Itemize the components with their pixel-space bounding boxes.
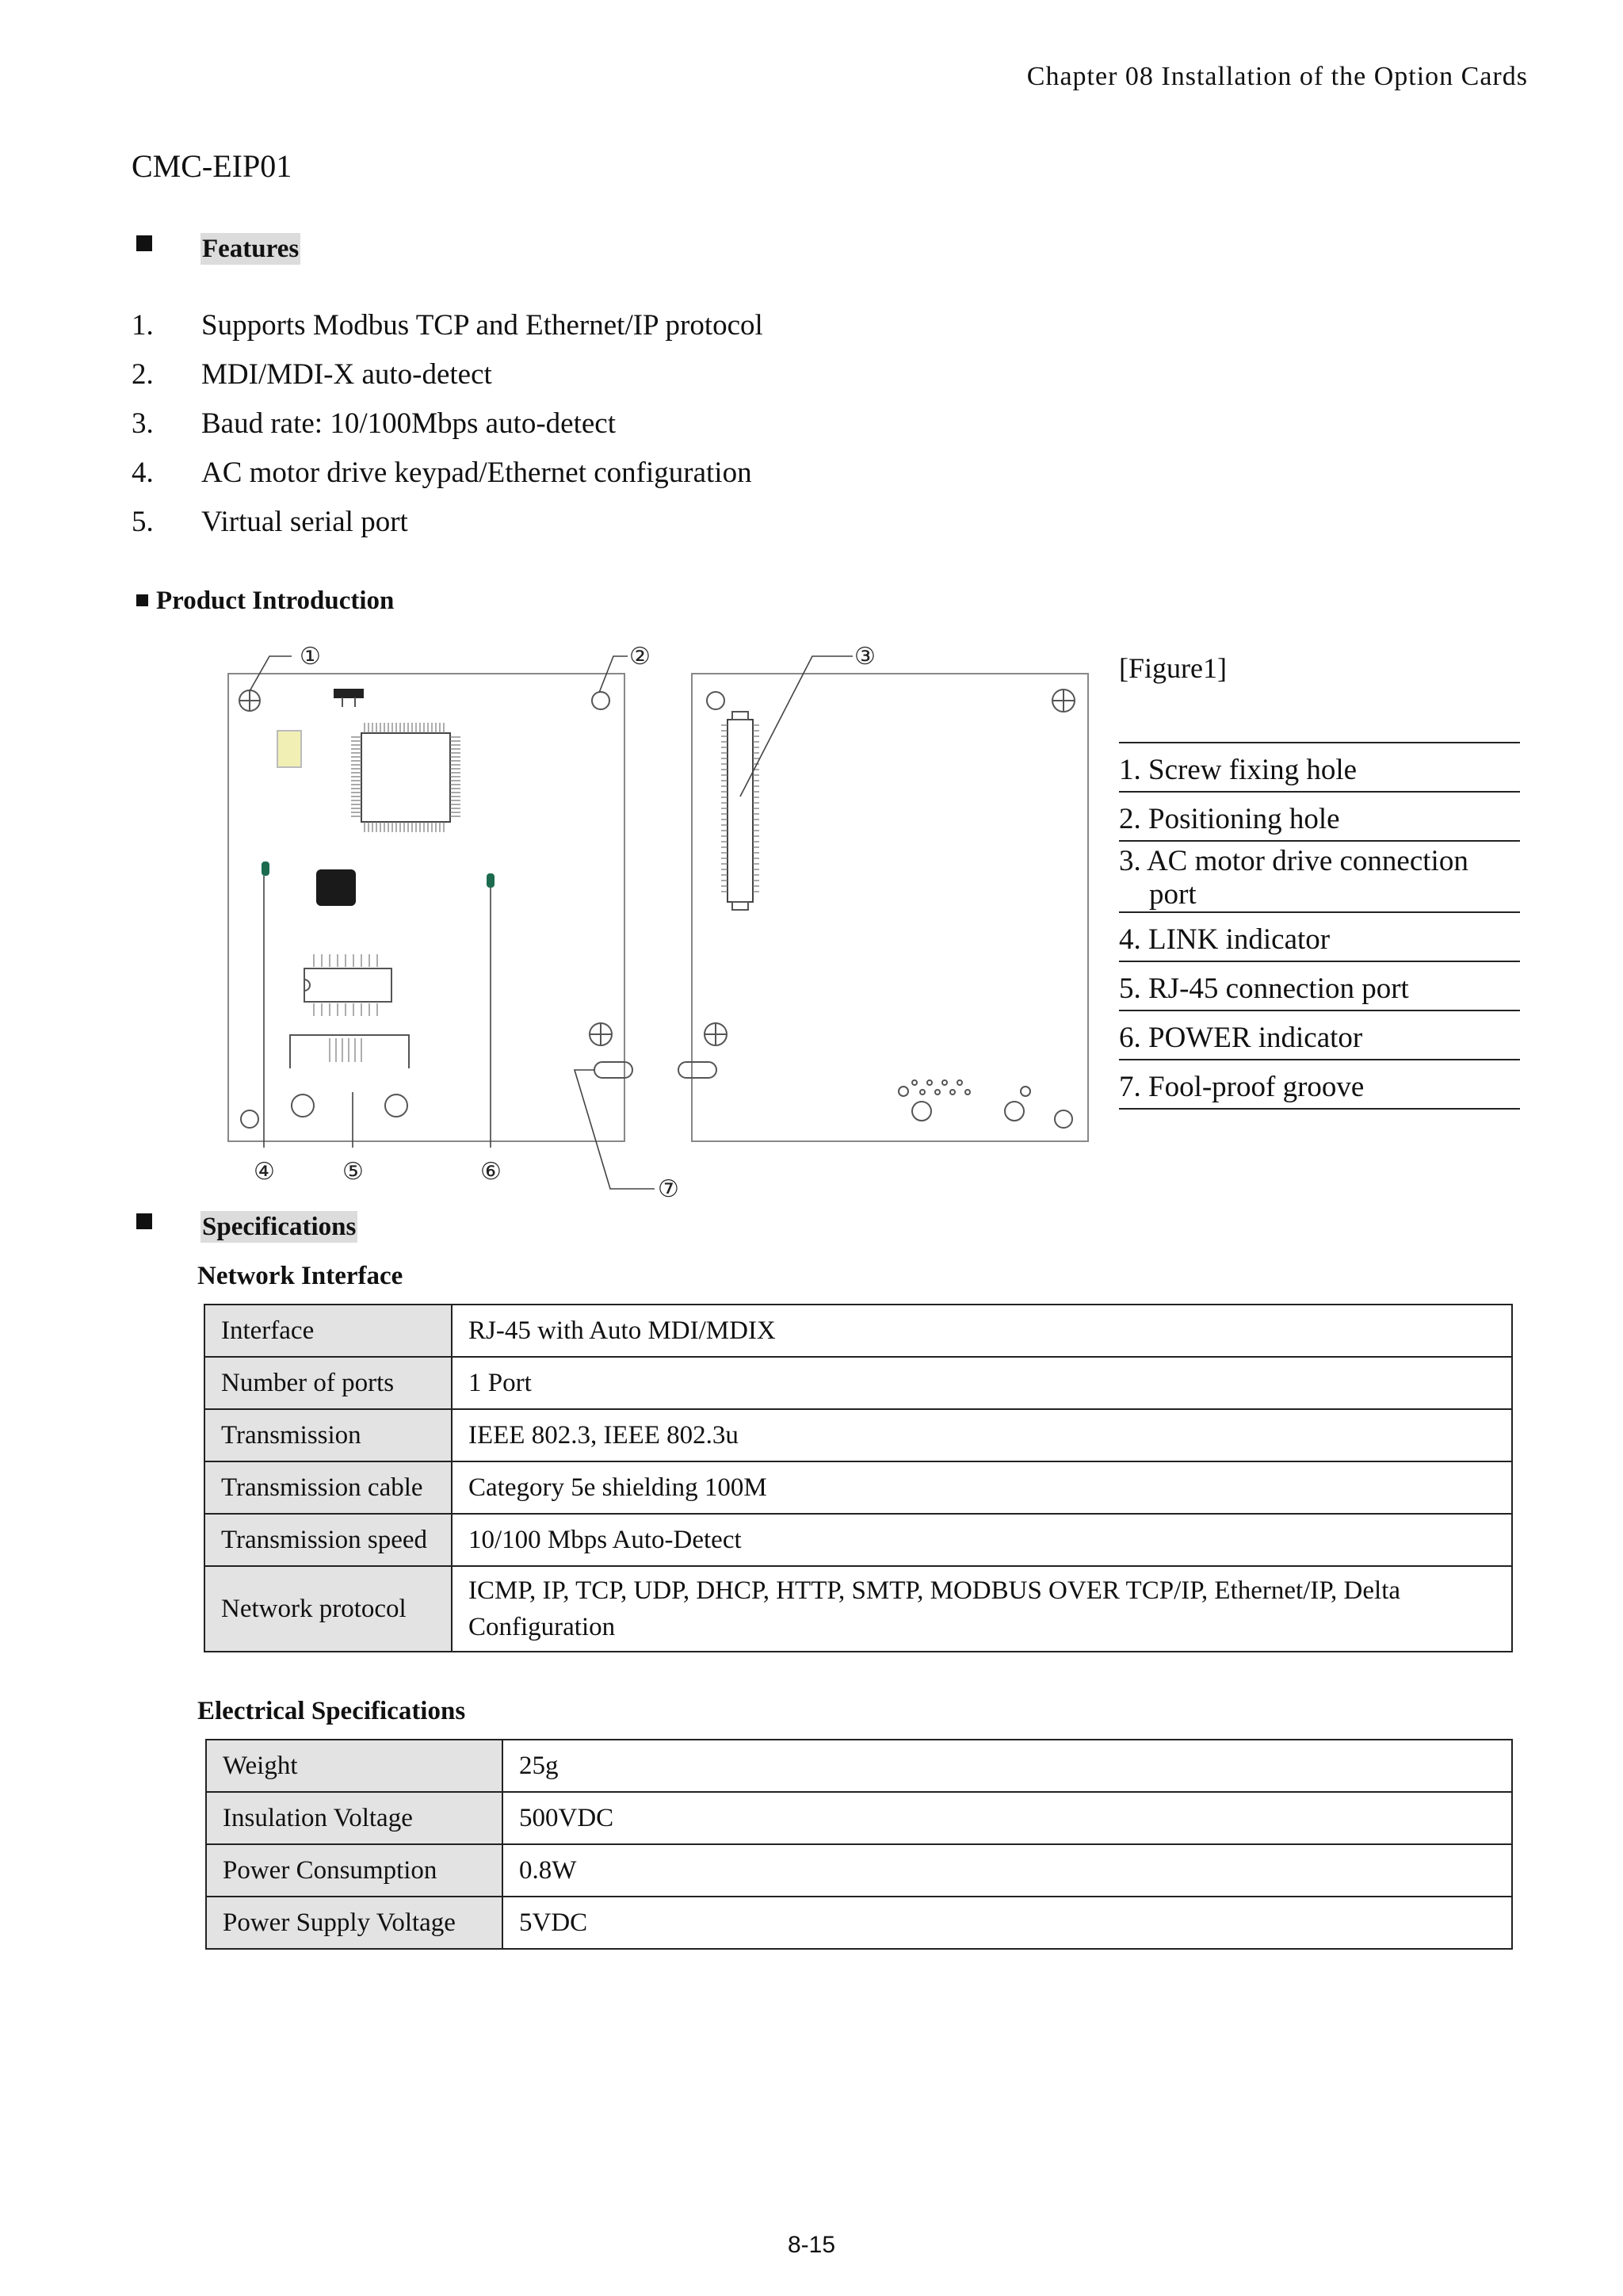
table-cell-value: 10/100 Mbps Auto-Detect	[452, 1514, 1512, 1566]
callout-3: ③	[854, 643, 876, 670]
table-cell-value: 1 Port	[452, 1357, 1512, 1409]
table-row	[206, 1792, 1512, 1844]
legend-item: 6. POWER indicator	[1119, 1011, 1520, 1060]
features-heading: Features	[202, 235, 300, 263]
table-cell-key: Insulation Voltage	[206, 1792, 502, 1844]
list-item: 3. Baud rate: 10/100Mbps auto-detect	[132, 407, 617, 440]
network-interface-table	[204, 1304, 1513, 1652]
table-cell-key: Power Consumption	[206, 1844, 502, 1897]
table-cell-value: 5VDC	[502, 1897, 1512, 1949]
table-row	[204, 1305, 1512, 1357]
legend-item: 1. Screw fixing hole	[1119, 743, 1520, 793]
table-cell-value: Category 5e shielding 100M	[452, 1461, 1512, 1514]
callout-7: ⑦	[658, 1175, 679, 1203]
electrical-spec-table	[205, 1739, 1513, 1950]
network-interface-heading: Network Interface	[197, 1262, 403, 1290]
table-row	[206, 1740, 1512, 1792]
chapter-header: Chapter 08 Installation of the Option Cards	[1026, 62, 1528, 91]
table-row	[204, 1514, 1512, 1566]
legend-item: 2. Positioning hole	[1119, 793, 1520, 842]
table-row	[204, 1357, 1512, 1409]
table-cell-value: RJ-45 with Auto MDI/MDIX	[452, 1305, 1512, 1357]
table-cell-key: Network protocol	[204, 1566, 452, 1652]
table-cell-value: ICMP, IP, TCP, UDP, DHCP, HTTP, SMTP, MODBUS OVER TCP/IP, Ethernet/IP, Delta Configuration	[452, 1566, 1512, 1652]
table-row	[204, 1566, 1512, 1652]
legend-item: 5. RJ-45 connection port	[1119, 962, 1520, 1011]
table-cell-key: Interface	[204, 1305, 452, 1357]
legend-item: 7. Fool-proof groove	[1119, 1060, 1520, 1110]
callout-4: ④	[254, 1158, 275, 1186]
page-title: CMC-EIP01	[132, 148, 292, 184]
legend-item: 3. AC motor drive connection port	[1119, 842, 1520, 913]
list-item: 1. Supports Modbus TCP and Ethernet/IP protocol	[132, 309, 763, 342]
figure-legend	[1119, 742, 1520, 1110]
list-item: 5. Virtual serial port	[132, 506, 408, 538]
table-cell-key: Transmission speed	[204, 1514, 452, 1566]
list-item: 2. MDI/MDI-X auto-detect	[132, 358, 492, 391]
specifications-heading: Specifications	[202, 1213, 357, 1241]
specifications-bullet	[136, 1213, 152, 1233]
table-cell-value: 25g	[502, 1740, 1512, 1792]
features-list	[132, 301, 763, 547]
product-intro-heading: Product Introduction	[136, 586, 394, 616]
table-row	[206, 1897, 1512, 1949]
electrical-spec-heading: Electrical Specifications	[197, 1697, 466, 1725]
table-cell-key: Number of ports	[204, 1357, 452, 1409]
callout-1: ①	[300, 643, 321, 670]
table-cell-value: IEEE 802.3, IEEE 802.3u	[452, 1409, 1512, 1461]
table-cell-key: Transmission cable	[204, 1461, 452, 1514]
table-row	[204, 1409, 1512, 1461]
table-row	[206, 1844, 1512, 1897]
table-cell-key: Weight	[206, 1740, 502, 1792]
table-cell-key: Transmission	[204, 1409, 452, 1461]
callout-6: ⑥	[480, 1158, 502, 1186]
figure-label: [Figure1]	[1119, 652, 1227, 684]
features-bullet	[136, 235, 152, 255]
table-cell-key: Power Supply Voltage	[206, 1897, 502, 1949]
table-cell-value: 500VDC	[502, 1792, 1512, 1844]
callout-5: ⑤	[342, 1158, 364, 1186]
callout-2: ②	[629, 643, 651, 670]
board-figure	[214, 634, 1102, 1205]
legend-item: 4. LINK indicator	[1119, 913, 1520, 962]
table-cell-value: 0.8W	[502, 1844, 1512, 1897]
page-number: 8-15	[787, 2232, 836, 2258]
list-item: 4. AC motor drive keypad/Ethernet configuration	[132, 457, 752, 489]
table-row	[204, 1461, 1512, 1514]
